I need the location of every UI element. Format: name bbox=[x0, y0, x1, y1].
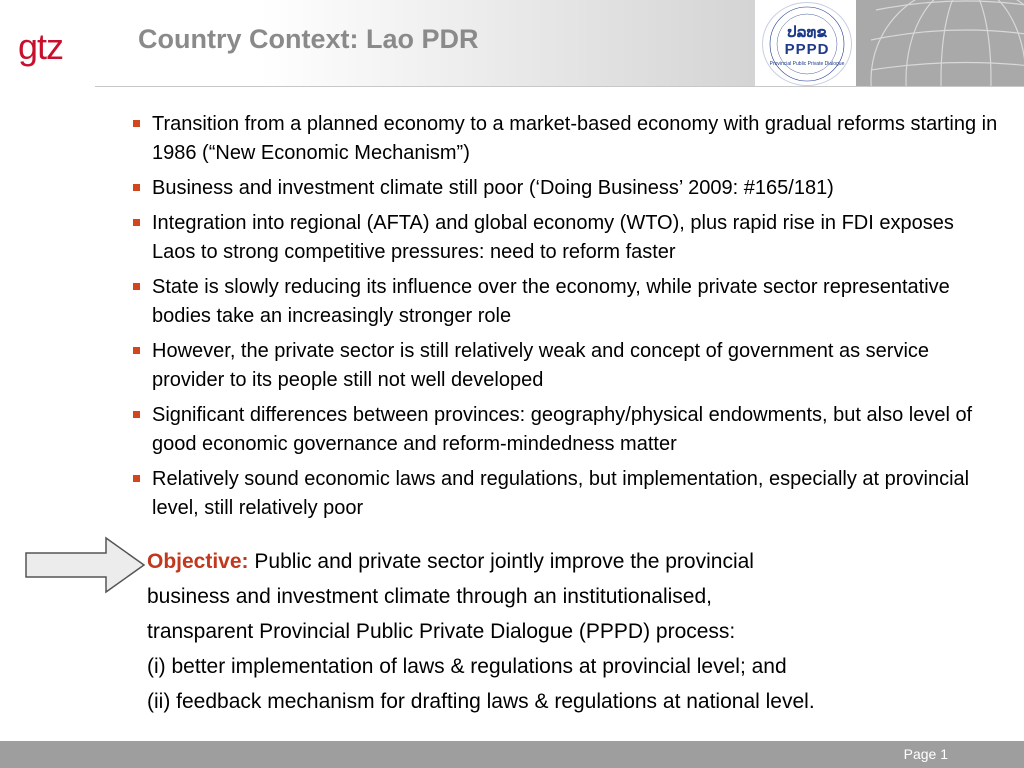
bullet-text: State is slowly reducing its influence over the economy, while private sector representative bodies take an increasingly stronger role bbox=[152, 276, 950, 327]
slide-header bbox=[0, 0, 1024, 86]
seal-subtitle: Provincial Public Private Dialogue bbox=[769, 61, 845, 67]
objective-line-5: (ii) feedback mechanism for drafting laws & regulations at national level. bbox=[147, 690, 815, 713]
bullet-text: Transition from a planned economy to a market-based economy with gradual reforms starting in 1986 (“New Economic Mechanism”) bbox=[152, 113, 998, 164]
objective-text-1: Public and private sector jointly improve the provincial bbox=[254, 550, 754, 573]
pppd-seal-logo bbox=[762, 2, 852, 86]
bullet-list bbox=[130, 110, 1000, 529]
bullet-item bbox=[130, 337, 1000, 395]
objective-line-4: (i) better implementation of laws & regulations at provincial level; and bbox=[147, 655, 787, 678]
bullet-item bbox=[130, 209, 1000, 267]
page-number: Page 1 bbox=[903, 746, 948, 762]
bullet-item bbox=[130, 273, 1000, 331]
objective-line-1 bbox=[147, 544, 1007, 579]
seal-lao-script: ປລທຂ bbox=[787, 24, 827, 41]
bullet-text: Business and investment climate still poor (‘Doing Business’ 2009: #165/181) bbox=[152, 177, 834, 199]
bullet-item bbox=[130, 174, 1000, 203]
bullet-text: However, the private sector is still relatively weak and concept of government as service provider to its people still not well developed bbox=[152, 340, 930, 391]
bullet-square-icon bbox=[133, 219, 140, 226]
bullet-item bbox=[130, 110, 1000, 168]
bullet-item bbox=[130, 465, 1000, 523]
bullet-item bbox=[130, 401, 1000, 459]
objective-line-2: business and investment climate through an institutionalised, bbox=[147, 585, 712, 608]
bullet-text: Significant differences between provinces: geography/physical endowments, but also level of good economic governance and reform-mindedness matter bbox=[152, 404, 973, 455]
objective-line-3: transparent Provincial Public Private Dialogue (PPPD) process: bbox=[147, 620, 736, 643]
header-divider bbox=[95, 86, 1024, 87]
bullet-text: Relatively sound economic laws and regulations, but implementation, especially at provincial level, still relatively poor bbox=[152, 468, 970, 519]
seal-abbreviation: PPPD bbox=[784, 41, 830, 58]
right-arrow-icon bbox=[24, 536, 148, 594]
bullet-square-icon bbox=[133, 184, 140, 191]
bullet-text: Integration into regional (AFTA) and global economy (WTO), plus rapid rise in FDI exposes Laos to strong competitive pressures: need to reform faster bbox=[152, 212, 954, 263]
slide-footer bbox=[0, 741, 1024, 768]
bullet-square-icon bbox=[133, 411, 140, 418]
globe-icon bbox=[856, 0, 1024, 86]
bullet-square-icon bbox=[133, 475, 140, 482]
gtz-logo: gtz bbox=[18, 26, 64, 67]
bullet-square-icon bbox=[133, 283, 140, 290]
objective-label: Objective: bbox=[147, 550, 249, 573]
globe-graphic bbox=[856, 0, 1024, 86]
bullet-square-icon bbox=[133, 347, 140, 354]
objective-block bbox=[147, 544, 1007, 719]
bullet-square-icon bbox=[133, 120, 140, 127]
page-title: Country Context: Lao PDR bbox=[138, 24, 479, 54]
